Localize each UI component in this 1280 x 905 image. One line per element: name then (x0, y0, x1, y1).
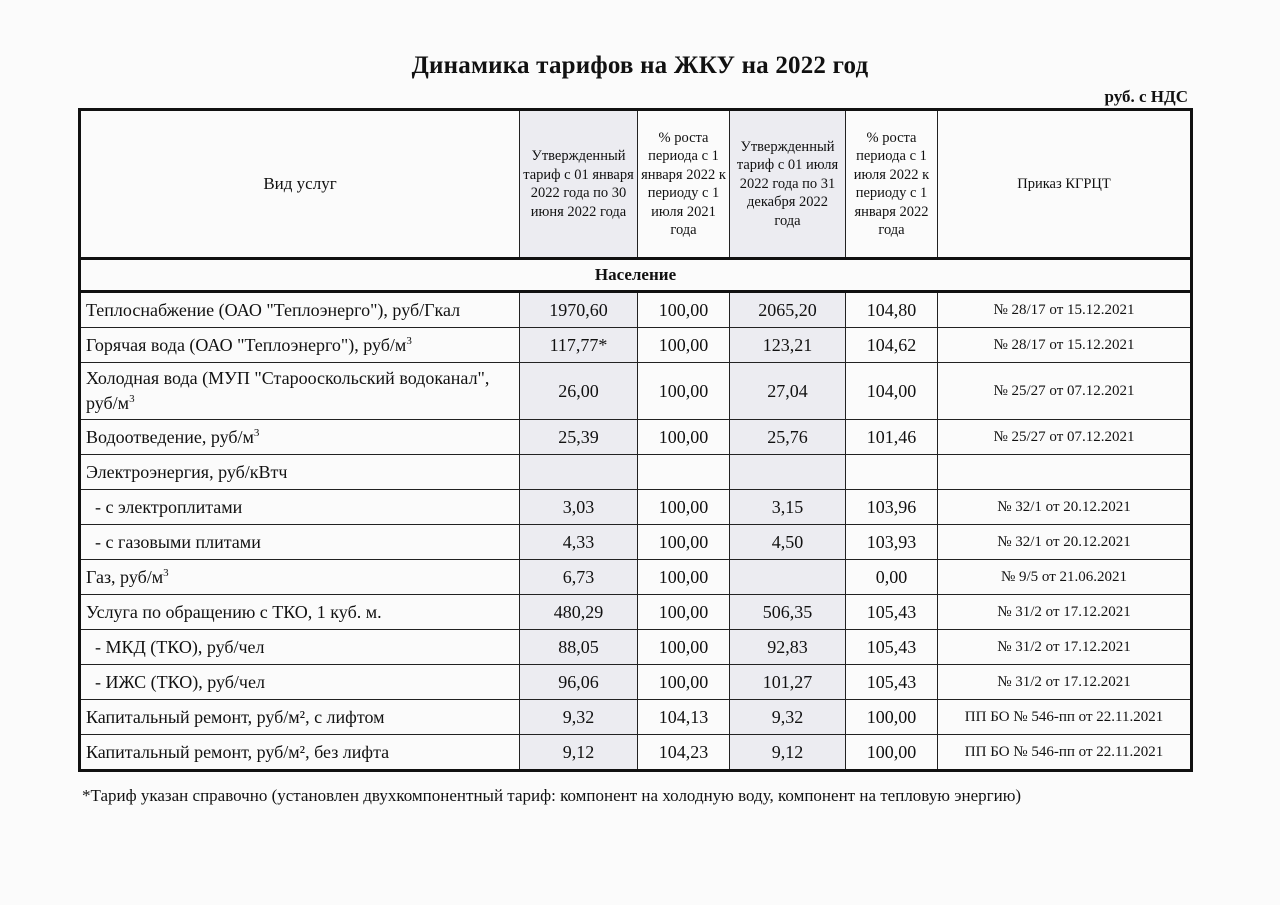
tariff-h1-cell: 4,33 (520, 525, 638, 560)
growth-h1-cell: 100,00 (638, 595, 730, 630)
growth-h1-cell: 100,00 (638, 560, 730, 595)
unit-superscript: 3 (406, 334, 412, 347)
tariff-h2-cell: 25,76 (730, 420, 846, 455)
service-name-text: Газ, руб/м (86, 566, 164, 587)
growth-h2-cell: 103,96 (846, 490, 938, 525)
order-cell: № 31/2 от 17.12.2021 (938, 630, 1192, 665)
service-name (80, 328, 520, 363)
growth-h1-cell: 104,23 (638, 735, 730, 771)
tariff-h1-cell: 96,06 (520, 665, 638, 700)
service-name (80, 292, 520, 328)
service-name-text: - МКД (ТКО), руб/чел (86, 636, 265, 657)
header-row (80, 110, 1192, 259)
table-row (80, 735, 1192, 771)
header-growth-h1: % роста периода с 1 января 2022 к периоду с 1 июля 2021 года (638, 110, 730, 259)
service-name (80, 455, 520, 490)
header-growth-h2: % роста периода с 1 июля 2022 к периоду с 1 января 2022 года (846, 110, 938, 259)
service-name (80, 630, 520, 665)
service-name (80, 420, 520, 455)
growth-h2-cell: 105,43 (846, 630, 938, 665)
growth-h2-cell: 0,00 (846, 560, 938, 595)
service-name-text: - ИЖС (ТКО), руб/чел (86, 671, 265, 692)
tariff-h1-cell: 26,00 (520, 363, 638, 420)
order-cell: № 28/17 от 15.12.2021 (938, 292, 1192, 328)
order-cell: № 31/2 от 17.12.2021 (938, 595, 1192, 630)
tariff-h2-cell (730, 560, 846, 595)
growth-h2-cell: 101,46 (846, 420, 938, 455)
order-cell: № 32/1 от 20.12.2021 (938, 525, 1192, 560)
table-row (80, 363, 1192, 420)
growth-h1-cell: 100,00 (638, 665, 730, 700)
growth-h1-cell: 100,00 (638, 363, 730, 420)
growth-h2-cell: 103,93 (846, 525, 938, 560)
tariff-h1-cell: 88,05 (520, 630, 638, 665)
service-name-text: Горячая вода (ОАО "Теплоэнерго"), руб/м (86, 334, 407, 355)
order-cell: № 31/2 от 17.12.2021 (938, 665, 1192, 700)
table-row (80, 455, 1192, 490)
tariff-h1-cell: 480,29 (520, 595, 638, 630)
table-row (80, 328, 1192, 363)
service-name-text: Водоотведение, руб/м (86, 426, 254, 447)
table-row (80, 525, 1192, 560)
table-row (80, 700, 1192, 735)
growth-h1-cell: 100,00 (638, 490, 730, 525)
tariff-h2-cell (730, 455, 846, 490)
unit-note: руб. с НДС (1104, 87, 1188, 106)
unit-superscript: 3 (163, 566, 169, 579)
service-name (80, 595, 520, 630)
tariff-h1-cell: 9,12 (520, 735, 638, 771)
growth-h1-cell (638, 455, 730, 490)
growth-h2-cell: 104,80 (846, 292, 938, 328)
table-row (80, 665, 1192, 700)
service-name (80, 700, 520, 735)
service-name (80, 665, 520, 700)
section-title: Население (80, 259, 1192, 292)
tariff-h1-cell (520, 455, 638, 490)
service-name (80, 560, 520, 595)
service-name-text: Электроэнергия, руб/кВтч (86, 461, 288, 482)
service-name (80, 525, 520, 560)
growth-h1-cell: 100,00 (638, 420, 730, 455)
growth-h2-cell (846, 455, 938, 490)
growth-h2-cell: 105,43 (846, 665, 938, 700)
growth-h1-cell: 100,00 (638, 292, 730, 328)
service-name (80, 363, 520, 420)
table-row (80, 560, 1192, 595)
unit-superscript: 3 (129, 393, 135, 405)
service-name-text: Услуга по обращению с ТКО, 1 куб. м. (86, 601, 382, 622)
header-service-type: Вид услуг (80, 110, 520, 259)
header-order: Приказ КГРЦТ (938, 110, 1192, 259)
growth-h1-cell: 100,00 (638, 630, 730, 665)
tariff-h1-cell: 9,32 (520, 700, 638, 735)
growth-h2-cell: 104,00 (846, 363, 938, 420)
service-name-text: - с газовыми плитами (86, 531, 261, 552)
growth-h2-cell: 105,43 (846, 595, 938, 630)
document-title: Динамика тарифов на ЖКУ на 2022 год (411, 52, 869, 79)
order-cell: № 9/5 от 21.06.2021 (938, 560, 1192, 595)
growth-h2-cell: 104,62 (846, 328, 938, 363)
service-name (80, 490, 520, 525)
table-row (80, 292, 1192, 328)
tariff-h1-cell: 25,39 (520, 420, 638, 455)
table-row (80, 490, 1192, 525)
service-name-text: - с электроплитами (86, 496, 243, 517)
table-row (80, 630, 1192, 665)
order-cell: № 32/1 от 20.12.2021 (938, 490, 1192, 525)
growth-h2-cell: 100,00 (846, 700, 938, 735)
service-name (80, 735, 520, 771)
tariff-table (78, 108, 1193, 772)
unit-superscript: 3 (253, 426, 260, 439)
service-name-text: Холодная вода (МУП "Старооскольский водоканал", руб/м (86, 368, 494, 413)
header-tariff-h1: Утвержденный тариф с 01 января 2022 года по 30 июня 2022 года (520, 110, 638, 259)
growth-h1-cell: 104,13 (638, 700, 730, 735)
growth-h2-cell: 100,00 (846, 735, 938, 771)
tariff-h1-cell: 1970,60 (520, 292, 638, 328)
tariff-h2-cell: 123,21 (730, 328, 846, 363)
tariff-h1-cell: 3,03 (520, 490, 638, 525)
tariff-h2-cell: 27,04 (730, 363, 846, 420)
order-cell: ПП БО № 546-пп от 22.11.2021 (938, 735, 1192, 771)
table-row (80, 420, 1192, 455)
growth-h1-cell: 100,00 (638, 328, 730, 363)
tariff-h2-cell: 4,50 (730, 525, 846, 560)
order-cell: № 25/27 от 07.12.2021 (938, 420, 1192, 455)
table-row (80, 595, 1192, 630)
service-name-text: Капитальный ремонт, руб/м², с лифтом (86, 706, 385, 727)
tariff-h1-cell: 6,73 (520, 560, 638, 595)
tariff-h2-cell: 92,83 (730, 630, 846, 665)
order-cell: ПП БО № 546-пп от 22.11.2021 (938, 700, 1192, 735)
tariff-h2-cell: 101,27 (730, 665, 846, 700)
service-name-text: Капитальный ремонт, руб/м², без лифта (86, 741, 390, 762)
tariff-h2-cell: 2065,20 (730, 292, 846, 328)
footnote: *Тариф указан справочно (установлен двухкомпонентный тариф: компонент на холодную воду, компонент на тепловую энергию) (82, 786, 1022, 805)
growth-h1-cell: 100,00 (638, 525, 730, 560)
tariff-h2-cell: 9,12 (730, 735, 846, 771)
tariff-h1-cell: 117,77* (520, 328, 638, 363)
order-cell: № 28/17 от 15.12.2021 (938, 328, 1192, 363)
order-cell (938, 455, 1192, 490)
header-tariff-h2: Утвержденный тариф с 01 июля 2022 года по 31 декабря 2022 года (730, 110, 846, 259)
tariff-h2-cell: 9,32 (730, 700, 846, 735)
order-cell: № 25/27 от 07.12.2021 (938, 363, 1192, 420)
service-name-text: Теплоснабжение (ОАО "Теплоэнерго"), руб/Гкал (86, 299, 461, 320)
tariff-h2-cell: 3,15 (730, 490, 846, 525)
tariff-h2-cell: 506,35 (730, 595, 846, 630)
section-row (80, 259, 1192, 292)
